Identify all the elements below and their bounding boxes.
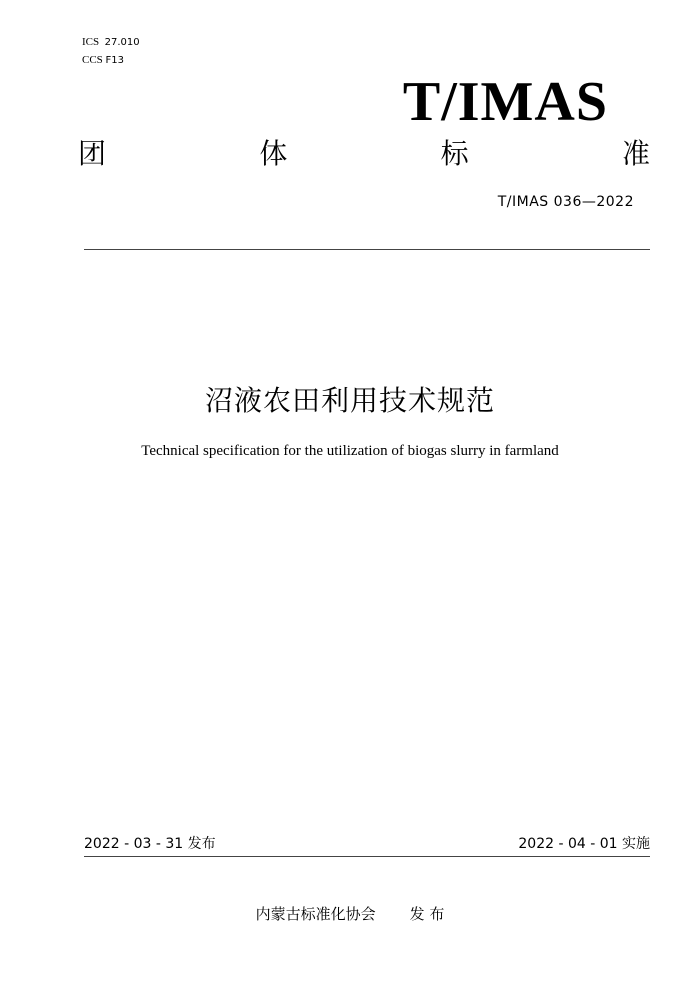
brand-logo-text: T/IMAS bbox=[402, 71, 608, 133]
top-divider bbox=[84, 249, 650, 250]
publisher-action: 发 布 bbox=[409, 905, 445, 923]
publish-date: 2022 - 03 - 31 发布 bbox=[84, 836, 216, 852]
bottom-divider bbox=[84, 856, 650, 857]
ics-code bbox=[82, 34, 140, 51]
publisher-org: 内蒙古标准化协会 bbox=[255, 905, 376, 923]
document-title-en: Technical specification for the utilization of biogas slurry in farmland bbox=[141, 443, 559, 459]
standard-type-char: 准 bbox=[621, 137, 650, 170]
ics-value: 27.010 bbox=[104, 37, 140, 48]
standard-type-char: 团 bbox=[78, 137, 107, 170]
implementation-date: 2022 - 04 - 01 实施 bbox=[518, 836, 650, 852]
standard-type-char: 体 bbox=[259, 137, 288, 170]
standard-number: T/IMAS 036—2022 bbox=[497, 194, 634, 210]
ccs-value: F13 bbox=[105, 55, 125, 66]
publisher bbox=[0, 903, 700, 925]
ccs-label: CCS bbox=[82, 54, 103, 66]
standard-type bbox=[78, 136, 650, 172]
standard-type-char: 标 bbox=[440, 137, 469, 170]
ccs-code bbox=[82, 52, 124, 69]
ics-label: ICS bbox=[82, 36, 100, 48]
document-title-zh: 沼液农田利用技术规范 bbox=[204, 384, 495, 417]
